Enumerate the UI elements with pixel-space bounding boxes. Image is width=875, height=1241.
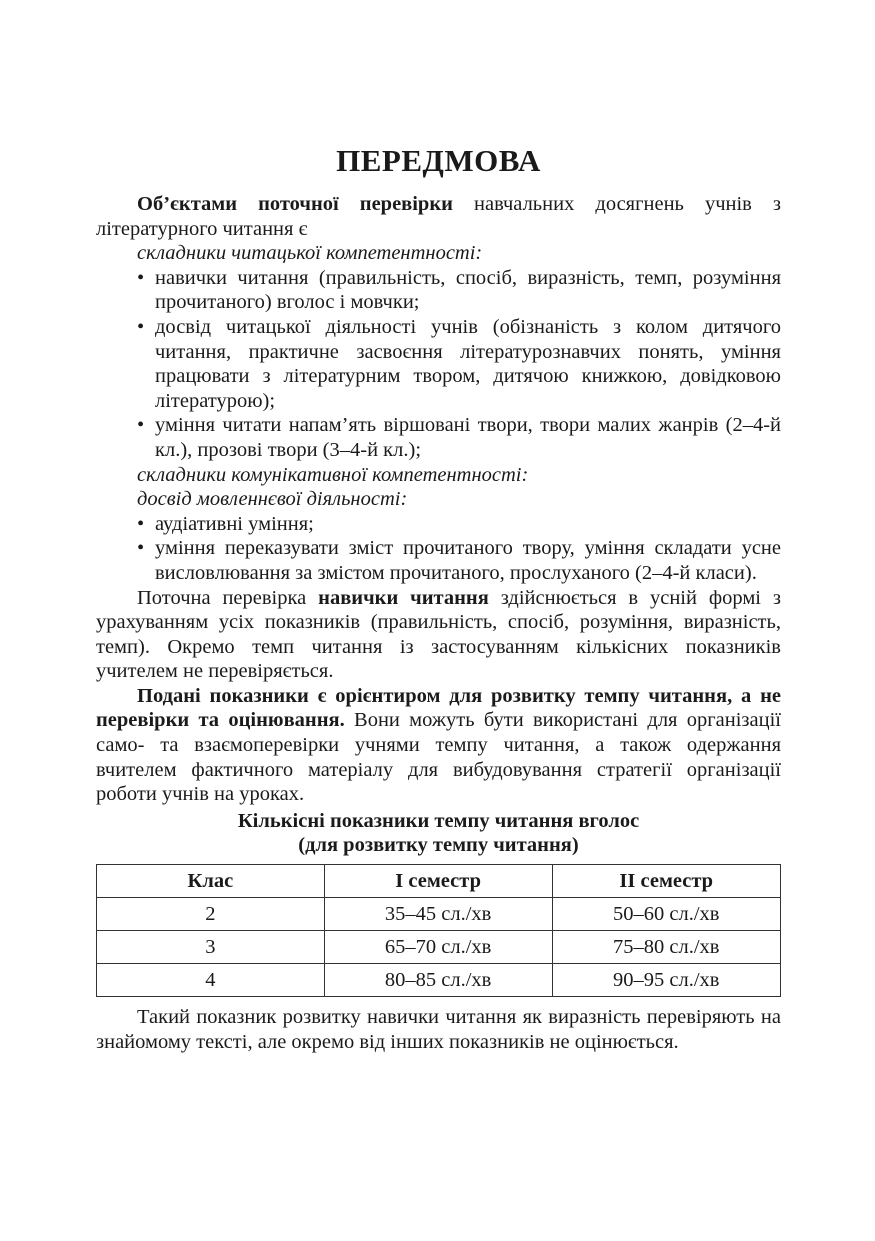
intro-rest: навчальних досягнень учнів з літературного читання є xyxy=(96,193,781,240)
section2-sublabel: досвід мовленнєвої діяльності: xyxy=(137,488,408,511)
table-row xyxy=(97,964,781,997)
list-item: • уміння читати напам’ять віршовані твори, твори малих жанрів (2–4-й кл.), прозові твори (3–4-й кл.); xyxy=(96,413,781,462)
table-row xyxy=(97,931,781,964)
para3-post: Вони можуть бути використані для організації само- та взаємоперевірки учнями темпу читання, а також одержання вчителем фактичного матеріалу для вибудовування стратегії організації роботи учнів на уроках. xyxy=(96,709,781,806)
intro-bold: Об’єктами поточної перевірки xyxy=(137,193,453,215)
header-cell-class: Клас xyxy=(97,865,325,898)
list-item: • уміння переказувати зміст прочитаного твору, уміння складати усне висловлювання за змістом прочитаного, прослуханого (2–4-й класи). xyxy=(96,536,781,585)
section1-list xyxy=(96,266,781,463)
header-cell-semester2: ІІ семестр xyxy=(552,865,780,898)
table-cell: 50–60 сл./хв xyxy=(552,898,780,931)
para2-pre: Поточна перевірка xyxy=(137,586,319,609)
document-body xyxy=(96,192,781,1054)
table-row xyxy=(97,898,781,931)
section2-list xyxy=(96,512,781,586)
table-header-row xyxy=(97,865,781,898)
section1-label: складники читацької компетентності: xyxy=(137,242,483,265)
table-title-line1: Кількісні показники темпу читання вголос xyxy=(237,809,640,832)
para3-bold: Подані показники є орієнтиром для розвитку темпу читання, а не перевірки та оцінювання. xyxy=(96,684,781,732)
intro-paragraph xyxy=(96,192,781,241)
reading-speed-table xyxy=(96,864,781,997)
table-cell: 4 xyxy=(97,964,325,997)
table-cell: 75–80 сл./хв xyxy=(552,931,780,964)
para2-post: здійснюється в усній формі з урахуванням усіх показників (правильність, спосіб, розуміння, виразність, темп). Окремо темп читання із застосуванням кількісних показників учителем не перевіряється. xyxy=(96,586,781,683)
list-item: • аудіативні уміння; xyxy=(96,512,781,537)
table-cell: 3 xyxy=(97,931,325,964)
table-cell: 90–95 сл./хв xyxy=(552,964,780,997)
list-item: • навички читання (правильність, спосіб, виразність, темп, розуміння прочитаного) вголос і мовчки; xyxy=(96,266,781,315)
section2-label: складники комунікативної компетентності: xyxy=(137,463,529,486)
para2-bold: навички читання xyxy=(318,586,489,609)
table-cell: 35–45 сл./хв xyxy=(324,898,552,931)
reading-check-paragraph xyxy=(96,586,781,684)
table-cell: 2 xyxy=(97,898,325,931)
table-cell: 80–85 сл./хв xyxy=(324,964,552,997)
indicators-paragraph xyxy=(96,684,781,807)
table-cell: 65–70 сл./хв xyxy=(324,931,552,964)
expressiveness-paragraph: Такий показник розвитку навички читання як виразність перевіряють на знайомому тексті, але окремо від інших показників не оцінюється. xyxy=(96,1006,781,1053)
page-heading: ПЕРЕДМОВА xyxy=(336,143,541,178)
table-title xyxy=(96,809,781,858)
header-cell-semester1: І семестр xyxy=(324,865,552,898)
list-item: • досвід читацької діяльності учнів (обізнаність з колом дитячого читання, практичне засвоєння літературознавчих понять, уміння працювати з літературним твором, дитячою книжкою, довідковою літературою); xyxy=(96,315,781,413)
table-title-line2: (для розвитку темпу читання) xyxy=(298,834,579,857)
